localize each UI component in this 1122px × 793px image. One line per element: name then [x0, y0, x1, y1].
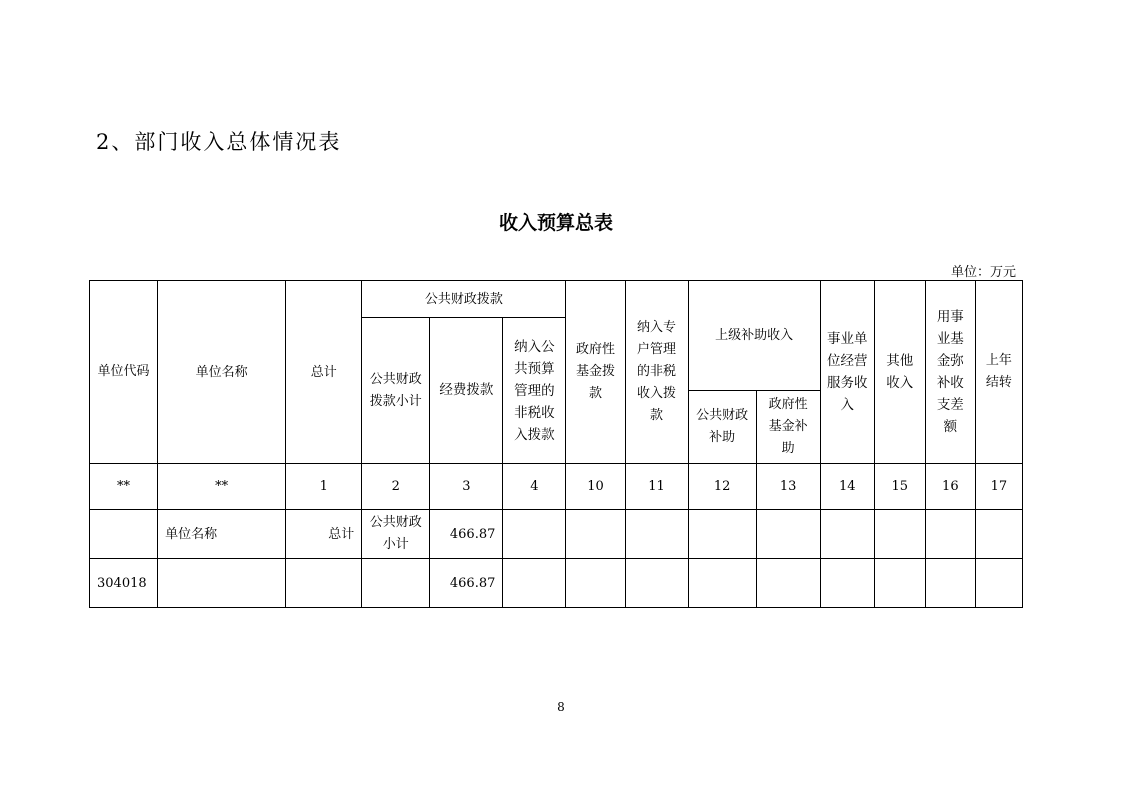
- cell-unit-code: 304018: [90, 559, 158, 608]
- header-nontax-special: 纳入专户管理的非税收入拨款: [625, 281, 688, 464]
- cell-fund-offset: [925, 510, 975, 559]
- header-public-subsidy: 公共财政补助: [688, 391, 756, 464]
- cell-nontax-special: [625, 559, 688, 608]
- index-cell: **: [158, 464, 286, 510]
- cell-other-income: [874, 559, 925, 608]
- cell-nontax-special: [625, 510, 688, 559]
- index-cell: 10: [566, 464, 625, 510]
- index-cell: 14: [820, 464, 874, 510]
- header-nontax-budget: 纳入公共预算管理的非税收入拨款: [503, 318, 566, 464]
- cell-gov-fund-subsidy: [756, 559, 820, 608]
- cell-public-subsidy: [688, 559, 756, 608]
- header-funding: 经费拨款: [430, 318, 503, 464]
- index-cell: 2: [362, 464, 430, 510]
- index-cell: 13: [756, 464, 820, 510]
- cell-funding: 466.87: [430, 559, 503, 608]
- cell-public-subsidy: [688, 510, 756, 559]
- header-total: 总计: [286, 281, 362, 464]
- cell-gov-fund: [566, 559, 625, 608]
- index-cell: 1: [286, 464, 362, 510]
- header-unit-name: 单位名称: [158, 281, 286, 464]
- cell-nontax-budget: [503, 510, 566, 559]
- cell-public-finance-subtotal: [362, 559, 430, 608]
- header-higher-subsidy: 上级补助收入: [688, 281, 820, 391]
- cell-carryover: [975, 510, 1022, 559]
- document-title: 收入预算总表: [498, 212, 613, 234]
- section-title: 2、部门收入总体情况表: [96, 130, 342, 154]
- header-public-finance-subtotal: 公共财政拨款小计: [362, 318, 430, 464]
- header-gov-fund-subsidy: 政府性基金补助: [756, 391, 820, 464]
- cell-public-finance-subtotal: 公共财政小计: [362, 510, 430, 559]
- cell-unit-name: [158, 559, 286, 608]
- cell-funding: 466.87: [430, 510, 503, 559]
- index-cell: 3: [430, 464, 503, 510]
- header-public-finance: 公共财政拨款: [362, 281, 566, 318]
- cell-nontax-budget: [503, 559, 566, 608]
- index-cell: 4: [503, 464, 566, 510]
- page-number: 8: [557, 700, 565, 714]
- index-cell: 11: [625, 464, 688, 510]
- header-other-income: 其他收入: [874, 281, 925, 464]
- index-row: [90, 464, 1023, 510]
- index-cell: 16: [925, 464, 975, 510]
- cell-gov-fund: [566, 510, 625, 559]
- table-row: [90, 510, 1023, 559]
- index-cell: **: [90, 464, 158, 510]
- index-cell: 17: [975, 464, 1022, 510]
- index-cell: 12: [688, 464, 756, 510]
- header-carryover: 上年结转: [975, 281, 1022, 464]
- cell-other-income: [874, 510, 925, 559]
- cell-total: 总计: [286, 510, 362, 559]
- cell-carryover: [975, 559, 1022, 608]
- unit-label: 单位：万元: [950, 265, 1016, 280]
- header-unit-code: 单位代码: [90, 281, 158, 464]
- header-fund-offset: 用事业基金弥补收支差额: [925, 281, 975, 464]
- cell-unit-name: 单位名称: [158, 510, 286, 559]
- table-row: [90, 559, 1023, 608]
- income-budget-table: [89, 280, 1023, 608]
- cell-business-income: [820, 510, 874, 559]
- cell-gov-fund-subsidy: [756, 510, 820, 559]
- cell-total: [286, 559, 362, 608]
- cell-fund-offset: [925, 559, 975, 608]
- cell-unit-code: [90, 510, 158, 559]
- index-cell: 15: [874, 464, 925, 510]
- header-business-income: 事业单位经营服务收入: [820, 281, 874, 464]
- header-gov-fund: 政府性基金拨款: [566, 281, 625, 464]
- cell-business-income: [820, 559, 874, 608]
